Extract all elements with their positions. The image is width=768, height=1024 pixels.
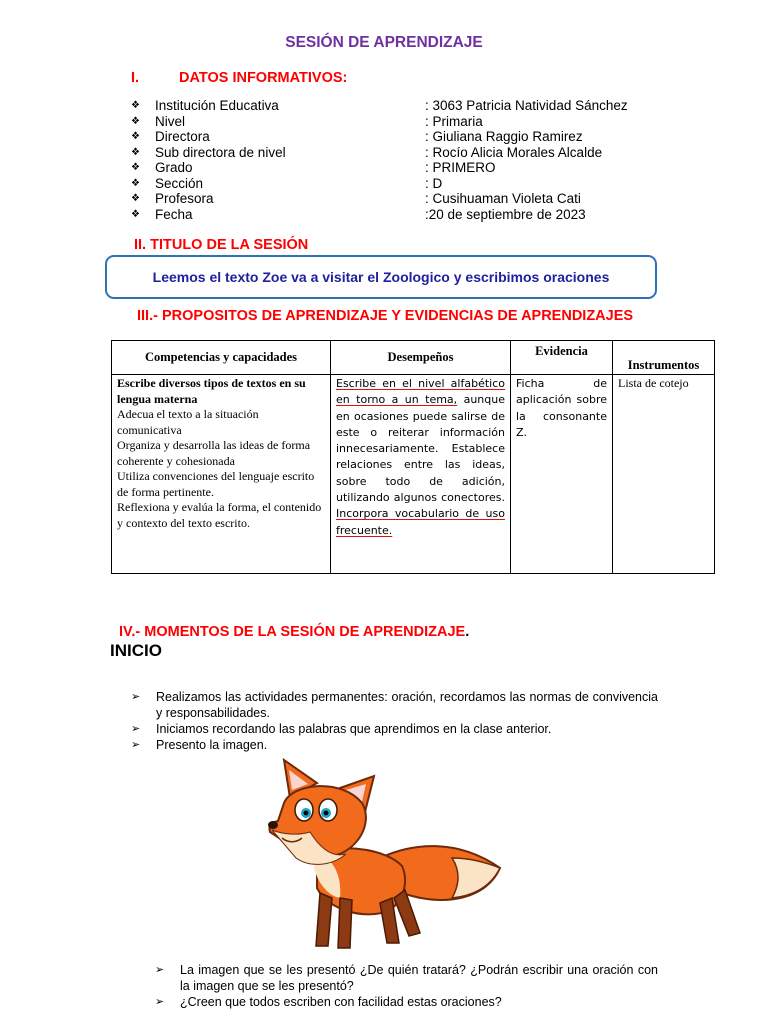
inicio-list xyxy=(131,689,658,753)
list-item: ➢ Iniciamos recordando las palabras que aprendimos en la clase anterior. xyxy=(131,722,552,736)
diamond-bullet-icon: ❖ xyxy=(131,162,140,173)
diamond-bullet-icon: ❖ xyxy=(131,208,140,220)
info-row: ❖ Sección : D xyxy=(131,175,443,191)
questions-list xyxy=(155,962,658,1010)
section-1-heading xyxy=(131,70,348,86)
info-row: ❖ Directora : Giuliana Raggio Ramirez xyxy=(131,129,583,144)
competencias-cell xyxy=(112,375,331,574)
arrow-bullet-icon: ➢ xyxy=(155,996,165,1008)
diamond-bullet-icon: ❖ xyxy=(131,115,140,127)
header-evidencia: Evidencia xyxy=(511,341,613,375)
diamond-bullet-icon: ❖ xyxy=(131,177,140,189)
desempeno-underlined: Incorpora vocabulario de uso frecuente. xyxy=(336,507,505,537)
info-row: ❖ Sub directora de nivel : Rocío Alicia Morales Alcalde xyxy=(131,144,603,160)
capacidad-item: Adecua el texto a la situación comunicativa xyxy=(117,407,259,437)
capacidad-item: Organiza y desarrolla las ideas de forma coherente y cohesionada xyxy=(117,438,311,468)
section-3-heading: III.- PROPOSITOS DE APRENDIZAJE Y EVIDENCIAS DE APRENDIZAJES xyxy=(137,308,634,324)
desempeno-underlined: Escribe en el nivel alfabético en torno a un tema, xyxy=(336,377,505,407)
header-competencias: Competencias y capacidades xyxy=(112,341,331,375)
session-title-box xyxy=(105,255,657,299)
capacidad-item: Utiliza convenciones del lenguaje escrito de forma pertinente. xyxy=(117,469,315,499)
info-row: ❖ Institución Educativa : 3063 Patricia Natividad Sánchez xyxy=(131,98,628,113)
competencia-title: Escribe diversos tipos de textos en su lengua materna xyxy=(117,376,306,406)
fox-illustration xyxy=(262,758,507,958)
inicio-heading: INICIO xyxy=(110,641,162,660)
arrow-bullet-icon: ➢ xyxy=(131,723,141,735)
list-item: ➢ ¿Creen que todos escriben con facilidad estas oraciones? xyxy=(155,995,502,1009)
header-desempenos: Desempeños xyxy=(331,341,511,375)
section-1-number: I. xyxy=(131,70,140,86)
diamond-bullet-icon: ❖ xyxy=(131,193,140,204)
capacidad-item: Reflexiona y evalúa la forma, el contenido y contexto del texto escrito. xyxy=(117,500,322,530)
section-2-heading: II. TITULO DE LA SESIÓN xyxy=(134,237,309,253)
list-item: ➢ La imagen que se les presentó ¿De quién tratará? ¿Podrán escribir una oración con la imagen que se les presentó? xyxy=(155,963,658,993)
desempenos-cell xyxy=(331,375,511,574)
header-instrumentos: Instrumentos xyxy=(613,341,715,375)
instrumentos-cell: Lista de cotejo xyxy=(613,375,715,574)
arrow-bullet-icon: ➢ xyxy=(155,964,165,976)
arrow-bullet-icon: ➢ xyxy=(131,739,141,751)
list-item: ➢ Realizamos las actividades permanentes: oración, recordamos las normas de convivencia y responsabilidades. xyxy=(131,690,658,720)
info-row: ❖ Fecha :20 de septiembre de 2023 xyxy=(131,206,586,222)
table-row xyxy=(112,375,715,574)
diamond-bullet-icon: ❖ xyxy=(131,146,140,158)
table-header-row xyxy=(112,341,715,375)
arrow-bullet-icon: ➢ xyxy=(131,691,141,703)
desempeno-text: aunque en ocasiones puede salirse de este o reiterar información innecesariamente. Establece relaciones entre las ideas, sobre todo de adición, utilizando algunos conectores. xyxy=(336,393,505,505)
diamond-bullet-icon: ❖ xyxy=(131,100,140,111)
info-row: ❖ Profesora : Cusihuaman Violeta Cati xyxy=(131,191,581,206)
evidencia-cell: Ficha de aplicación sobre la consonante Z. xyxy=(511,375,613,574)
document-title: SESIÓN DE APRENDIZAJE xyxy=(285,34,483,51)
list-item: ➢ Presento la imagen. xyxy=(131,738,268,752)
info-row: ❖ Grado : PRIMERO xyxy=(131,160,496,175)
info-row: ❖ Nivel : Primaria xyxy=(131,113,483,129)
section-4-heading: IV.- MOMENTOS DE LA SESIÓN DE APRENDIZAJE. xyxy=(119,624,470,640)
info-list xyxy=(131,98,628,222)
section-1-title: DATOS INFORMATIVOS: xyxy=(179,70,348,86)
purposes-table xyxy=(111,340,715,574)
diamond-bullet-icon: ❖ xyxy=(131,131,140,142)
session-title: Leemos el texto Zoe va a visitar el Zoologico y escribimos oraciones xyxy=(152,269,610,285)
